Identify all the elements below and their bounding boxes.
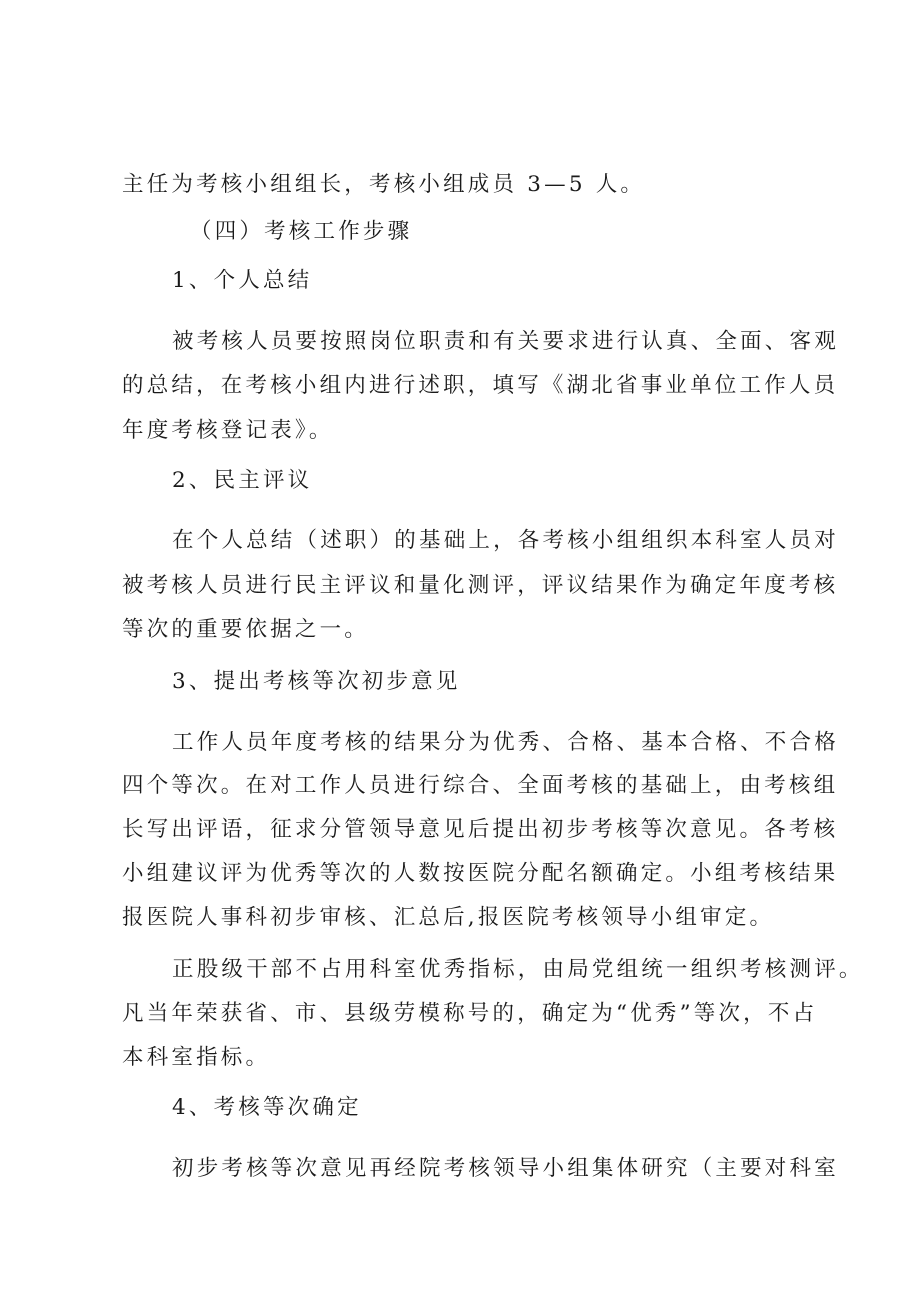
subheading-preliminary-opinion: 3、提出考核等次初步意见 [172, 669, 461, 694]
paragraph-line: 被考核人员要按照岗位职责和有关要求进行认真、全面、客观 [172, 329, 839, 354]
paragraph-line: 年度考核登记表》。 [122, 418, 334, 443]
paragraph-line: 工作人员年度考核的结果分为优秀、合格、基本合格、不合格 [172, 730, 839, 755]
paragraph-line: 被考核人员进行民主评议和量化测评，评议结果作为确定年度考核 [122, 573, 839, 598]
paragraph-line: 凡当年荣获省、市、县级劳模称号的，确定为“优秀”等次，不占 [122, 1001, 818, 1026]
paragraph-line: 报医院人事科初步审核、汇总后,报医院考核领导小组审定。 [122, 905, 775, 930]
paragraph-line: 的总结，在考核小组内进行述职，填写《湖北省事业单位工作人员 [122, 373, 839, 398]
subheading-grade-determination: 4、考核等次确定 [172, 1095, 362, 1120]
paragraph-line: 在个人总结（述职）的基础上，各考核小组组织本科室人员对 [172, 528, 839, 553]
paragraph-line: 初步考核等次意见再经院考核领导小组集体研究（主要对科室 [172, 1156, 839, 1181]
subheading-personal-summary: 1、个人总结 [172, 268, 313, 293]
subheading-democratic-review: 2、民主评议 [172, 468, 313, 493]
paragraph-line: 本科室指标。 [122, 1045, 271, 1070]
paragraph-line: 正股级干部不占用科室优秀指标，由局党组统一组织考核测评。 [172, 957, 864, 982]
paragraph-continuation: 主任为考核小组组长，考核小组成员 3—5 人。 [122, 172, 646, 197]
paragraph-line: 等次的重要依据之一。 [122, 617, 370, 642]
paragraph-line: 长写出评语，征求分管领导意见后提出初步考核等次意见。各考核 [122, 817, 839, 842]
section-heading-step: （四）考核工作步骤 [190, 219, 413, 244]
paragraph-line: 小组建议评为优秀等次的人数按医院分配名额确定。小组考核结果 [122, 861, 839, 886]
paragraph-line: 四个等次。在对工作人员进行综合、全面考核的基础上，由考核组 [122, 773, 839, 798]
